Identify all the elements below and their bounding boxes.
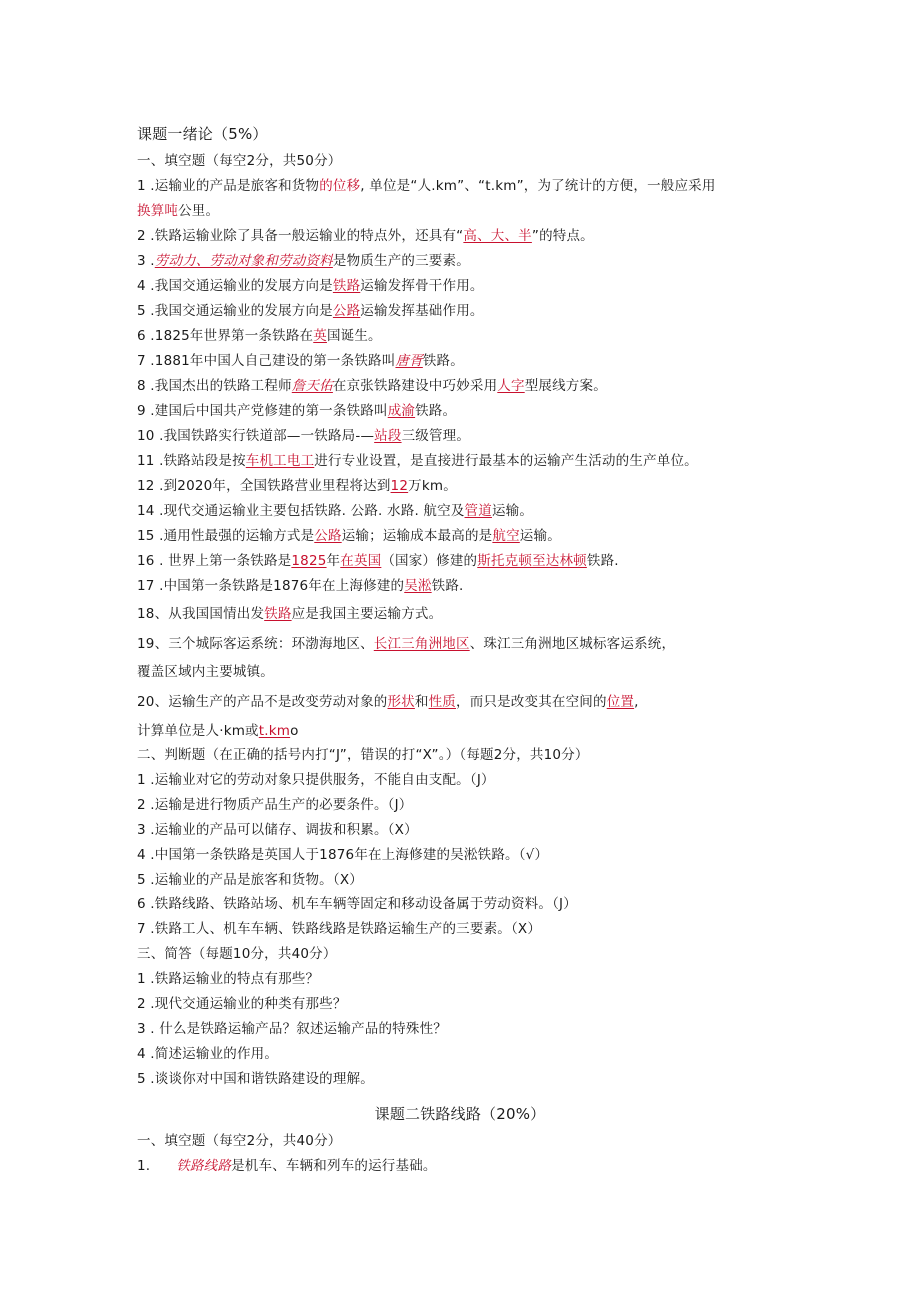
question-1-cont: 换算吨公里。: [137, 203, 220, 219]
chapter2-question-1: 1. 铁路线路是机车、车辆和列车的运行基础。: [137, 1158, 437, 1174]
question-5: 5 .我国交通运输业的发展方向是公路运输发挥基础作用。: [137, 303, 484, 319]
question-11: 11 .铁路站段是按车机工电工进行专业设置，是直接进行最基本的运输产生活动的生产单位。: [137, 453, 698, 469]
question-1: 1 .运输业的产品是旅客和货物的位移, 单位是“人.km”、“t.km”，为了统计的方便，一般应采用: [137, 178, 716, 194]
question-6: 6 .1825年世界第一条铁路在英国诞生。: [137, 328, 382, 344]
short-1: 1 .铁路运输业的特点有那些？: [137, 971, 320, 987]
answer: 劳动力、劳动对象和劳动资料: [154, 253, 333, 269]
short-4: 4 .简述运输业的作用。: [137, 1046, 279, 1062]
answer: 位置: [606, 694, 635, 710]
question-15: 15 .通用性最强的运输方式是公路运输；运输成本最高的是航空运输。: [137, 528, 561, 544]
judge-5: 5 .运输业的产品是旅客和货物。（X）: [137, 872, 363, 888]
judge-1: 1 .运输业对它的劳动对象只提供服务，不能自由支配。（J）: [137, 772, 495, 788]
answer: 性质: [428, 694, 456, 710]
question-7: 7 .1881年中国人自己建设的第一条铁路叫唐胥铁路。: [137, 353, 464, 369]
answer: 成渝: [387, 403, 416, 419]
answer: 12: [390, 478, 409, 494]
answer: 斯托克顿至达林顿: [477, 553, 587, 569]
answer: 英: [313, 328, 327, 344]
answer: 管道: [464, 503, 492, 519]
answer: 高、大、半: [463, 228, 532, 244]
answer: 换算吨: [137, 203, 179, 219]
question-14: 14 .现代交通运输业主要包括铁路. 公路. 水路. 航空及管道运输。: [137, 503, 534, 519]
question-9: 9 .建国后中国共产党修建的第一条铁路叫成渝铁路。: [137, 403, 457, 419]
question-17: 17 .中国第一条铁路是1876年在上海修建的吴淞铁路.: [137, 578, 464, 594]
chapter2-fill-heading: 一、填空题（每空2分，共40分）: [137, 1133, 342, 1149]
answer: 形状: [387, 694, 415, 710]
answer: t.km: [258, 723, 291, 739]
question-10: 10 .我国铁路实行铁道部—一铁路局-—站段三级管理。: [137, 428, 471, 444]
chapter1-title: 课题一绪论（5%）: [137, 125, 268, 143]
chapter2-title: 课题二铁路线路（20%）: [374, 1105, 546, 1123]
question-18: 18、从我国国情出发铁路应是我国主要运输方式。: [137, 606, 443, 622]
answer: 在英国: [340, 553, 382, 569]
answer: 长江三角洲地区: [373, 636, 470, 652]
short-5: 5 .谈谈你对中国和谐铁路建设的理解。: [137, 1071, 374, 1087]
answer: 1825: [291, 553, 327, 569]
answer: 吴淞: [404, 578, 432, 594]
answer: 詹天佑: [291, 378, 333, 394]
short-answer-heading: 三、简答（每题10分，共40分）: [137, 946, 337, 962]
question-19: 19、三个城际客运系统：环渤海地区、长江三角洲地区、珠江三角洲地区城标客运系统，: [137, 636, 676, 652]
answer: 站段: [374, 428, 402, 444]
short-2: 2 .现代交通运输业的种类有那些？: [137, 996, 347, 1012]
question-20: 20、运输生产的产品不是改变劳动对象的形状和性质，而只是改变其在空间的位置,: [137, 694, 639, 710]
judge-4: 4 .中国第一条铁路是英国人于1876年在上海修建的吴淞铁路。（√）: [137, 847, 549, 863]
question-19-cont: 覆盖区域内主要城镇。: [137, 664, 274, 680]
question-12: 12 .到2020年，全国铁路营业里程将达到12万km。: [137, 478, 457, 494]
fill-heading: 一、填空题（每空2分，共50分）: [137, 153, 342, 169]
answer: 的位移: [319, 178, 361, 194]
answer: 航空: [492, 528, 520, 544]
question-3: 3 .劳动力、劳动对象和劳动资料是物质生产的三要素。: [137, 253, 470, 269]
judge-3: 3 .运输业的产品可以储存、调拔和积累。（X）: [137, 822, 418, 838]
answer: 铁路: [332, 278, 361, 294]
answer: 人字: [497, 378, 525, 394]
answer: 车机工电工: [245, 453, 315, 469]
judge-2: 2 .运输是进行物质产品生产的必要条件。（J）: [137, 797, 413, 813]
answer: 唐胥: [395, 353, 423, 369]
answer: 公路: [332, 303, 361, 319]
answer: 公路: [314, 528, 342, 544]
question-20-cont: 计算单位是人·km或t.kmo: [137, 723, 299, 739]
question-16: 16 . 世界上第一条铁路是1825年在英国（国家）修建的斯托克顿至达林顿铁路.: [137, 553, 619, 569]
judge-6: 6 .铁路线路、铁路站场、机车车辆等固定和移动设备属于劳动资料。（J）: [137, 896, 577, 912]
question-2: 2 .铁路运输业除了具备一般运输业的特点外，还具有“高、大、半”的特点。: [137, 228, 594, 244]
answer: 铁路线路: [176, 1158, 232, 1174]
judge-7: 7 .铁路工人、机车车辆、铁路线路是铁路运输生产的三要素。（X）: [137, 921, 542, 937]
short-3: 3 . 什么是铁路运输产品？叙述运输产品的特殊性？: [137, 1021, 447, 1037]
question-4: 4 .我国交通运输业的发展方向是铁路运输发挥骨干作用。: [137, 278, 484, 294]
question-8: 8 .我国杰出的铁路工程师詹天佑在京张铁路建设中巧妙采用人字型展线方案。: [137, 378, 607, 394]
answer: 铁路: [264, 606, 292, 622]
judge-heading: 二、判断题（在正确的括号内打“J”，错误的打“X”。）（每题2分，共10分）: [137, 747, 589, 763]
